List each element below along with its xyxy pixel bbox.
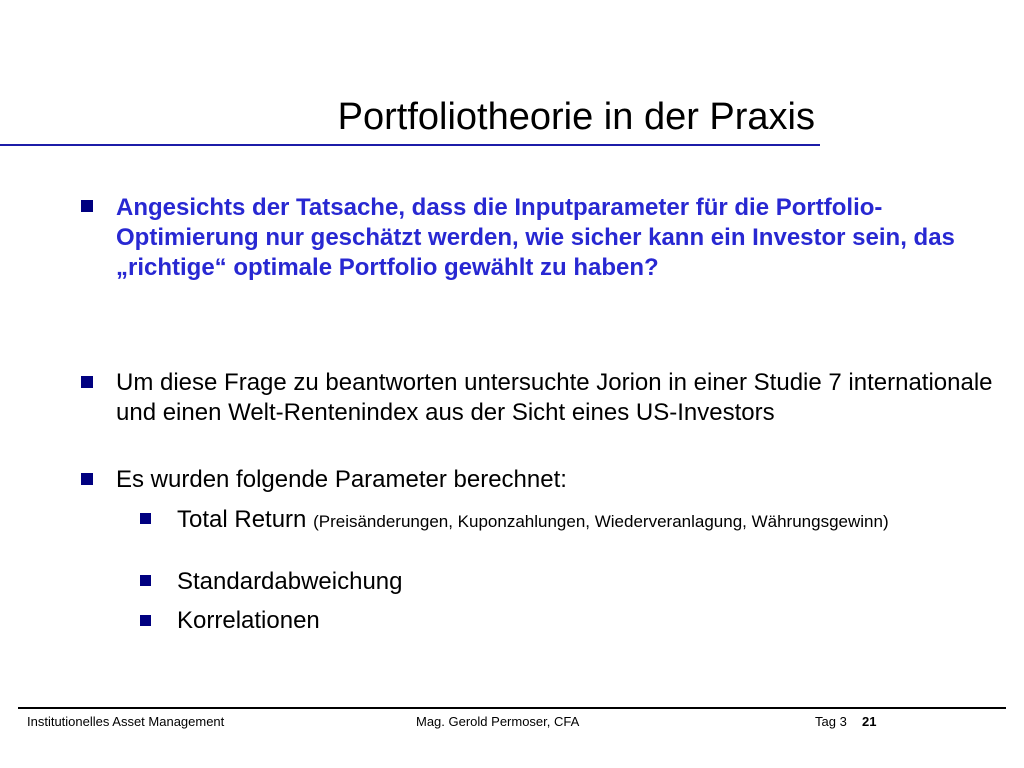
footer-day: Tag 3 <box>815 714 847 729</box>
square-bullet-icon <box>140 513 151 524</box>
footer-page-number: 21 <box>862 714 877 729</box>
footer-course: Institutionelles Asset Management <box>27 714 225 729</box>
sub-bullet-total-return <box>177 505 977 535</box>
square-bullet-icon <box>81 200 93 212</box>
sub-bullet-std-dev: Standardabweichung <box>177 568 403 595</box>
title-underline <box>0 144 820 146</box>
footer-presenter: Mag. Gerold Permoser, CFA <box>416 714 580 729</box>
question-text: Angesichts der Tatsache, dass die Inputparameter für die Portfolio-Optimierung nur geschätzt werden, wie sicher kann ein Investor sein, das „richtige“ optimale Portfolio gewählt zu haben? <box>116 194 955 281</box>
bullet-study: Um diese Frage zu beantworten untersuchte Jorion in einer Studie 7 internationale und einen Welt-Rentenindex aus der Sicht eines US-Investors <box>116 369 993 426</box>
square-bullet-icon <box>81 376 93 388</box>
footer-rule <box>18 707 1006 709</box>
square-bullet-icon <box>140 575 151 586</box>
square-bullet-icon <box>140 615 151 626</box>
slide-title: Portfoliotheorie in der Praxis <box>337 96 815 138</box>
square-bullet-icon <box>81 473 93 485</box>
sub-bullet-note: (Preisänderungen, Kuponzahlungen, Wiederveranlagung, Währungsgewinn) <box>313 512 889 531</box>
bullet-parameters: Es wurden folgende Parameter berechnet: <box>116 466 567 493</box>
sub-bullet-label: Total Return <box>177 506 307 533</box>
sub-bullet-correlations: Korrelationen <box>177 607 320 634</box>
